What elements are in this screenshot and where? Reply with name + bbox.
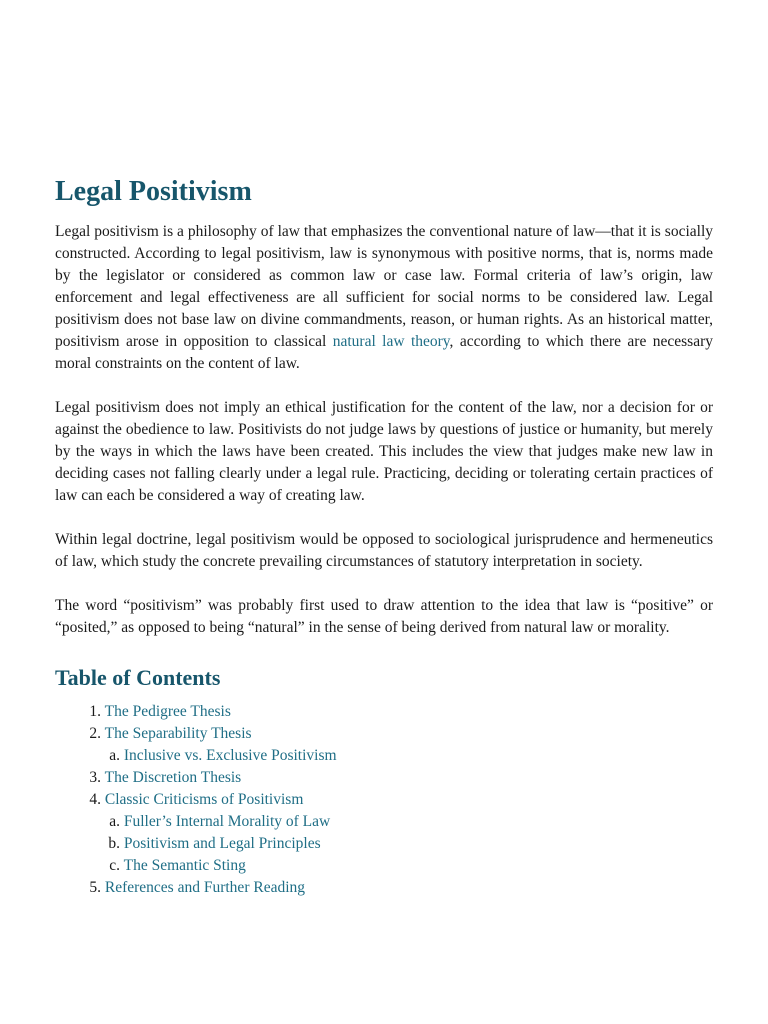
toc-item-number: 2. xyxy=(89,725,101,742)
paragraph-word-positivism: The word “positivism” was probably first used to draw attention to the idea that law is “positive” or “posited,” as opposed to being “natural” in the sense of being derived from natural law or morality. xyxy=(55,597,713,636)
natural-law-theory-link[interactable]: natural law theory xyxy=(332,333,450,350)
toc-link-legal-principles[interactable]: Positivism and Legal Principles xyxy=(123,835,321,852)
toc-link-fullers-morality[interactable]: Fuller’s Internal Morality of Law xyxy=(123,813,331,830)
toc-item-number: 4. xyxy=(89,791,101,808)
toc-item xyxy=(55,877,713,899)
toc-subitem-letter: a. xyxy=(109,747,120,764)
toc-subitem-letter: b. xyxy=(108,835,120,852)
toc-link-classic-criticisms[interactable]: Classic Criticisms of Positivism xyxy=(104,791,304,808)
article xyxy=(55,172,713,899)
toc-item xyxy=(55,723,713,745)
toc-item xyxy=(55,767,713,789)
toc-link-inclusive-exclusive[interactable]: Inclusive vs. Exclusive Positivism xyxy=(123,747,337,764)
toc-heading: Table of Contents xyxy=(55,665,221,690)
toc-link-references[interactable]: References and Further Reading xyxy=(104,879,306,896)
toc-item xyxy=(55,789,713,811)
intro-paragraph xyxy=(55,221,713,375)
toc-link-discretion-thesis[interactable]: The Discretion Thesis xyxy=(104,769,242,786)
toc-subitem xyxy=(55,833,713,855)
toc-subitem xyxy=(55,745,713,767)
paragraph-ethical-justification: Legal positivism does not imply an ethical justification for the content of the law, nor a decision for or against the obedience to law. Positivists do not judge laws by questions of justice or humanity, but merely by the ways in which the laws have been created. This includes the view that judges make new law in deciding cases not falling clearly under a legal rule. Practicing, deciding or tolerating certain practices of law can each be considered a way of creating law. xyxy=(55,399,713,504)
toc-link-semantic-sting[interactable]: The Semantic Sting xyxy=(123,857,246,874)
toc-subitem-letter: c. xyxy=(109,857,120,874)
table-of-contents xyxy=(55,701,713,899)
toc-item-number: 5. xyxy=(89,879,101,896)
paragraph-legal-doctrine: Within legal doctrine, legal positivism would be opposed to sociological jurisprudence and hermeneutics of law, which study the concrete prevailing circumstances of statutory interpretation in society. xyxy=(55,531,713,570)
intro-text-after-link: , according to which there are necessary moral constraints on the content of law. xyxy=(55,333,713,372)
toc-subitem xyxy=(55,855,713,877)
toc-item-number: 3. xyxy=(89,769,101,786)
toc-subitem-letter: a. xyxy=(109,813,120,830)
toc-link-separability-thesis[interactable]: The Separability Thesis xyxy=(104,725,252,742)
toc-item xyxy=(55,701,713,723)
toc-item-number: 1. xyxy=(89,703,101,720)
toc-subitem xyxy=(55,811,713,833)
intro-text-before-link: Legal positivism is a philosophy of law that emphasizes the conventional nature of law—that it is socially constructed. According to legal positivism, law is synonymous with positive norms, that is, norms made by the legislator or considered as common law or case law. Formal criteria of law’s origin, law enforcement and legal effectiveness are all sufficient for social norms to be considered law. Legal positivism does not base law on divine commandments, reason, or human rights. As an historical matter, positivism arose in opposition to classical xyxy=(55,223,713,350)
page-title: Legal Positivism xyxy=(55,176,252,207)
toc-link-pedigree-thesis[interactable]: The Pedigree Thesis xyxy=(104,703,231,720)
